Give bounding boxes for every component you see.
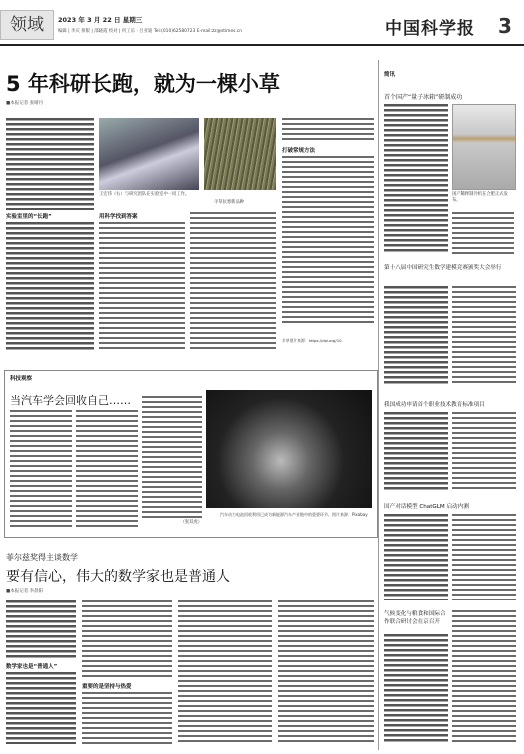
bottom-text-col2a xyxy=(82,600,172,678)
sidebar-item-4-text xyxy=(384,514,448,600)
lead-text-col1b xyxy=(6,222,94,352)
lead-byline: ■本报记者 张晴丹 xyxy=(6,101,44,106)
lead-photo-grass xyxy=(204,118,276,190)
bottom-text-col3 xyxy=(178,600,272,744)
sidebar-item-1-title: 首个国产“量子冰箱”研制成功 xyxy=(384,94,463,101)
header-rule xyxy=(0,44,524,46)
sidebar-item-1-text2 xyxy=(452,212,514,254)
lead-subhead-1: 实验室里的“长跑” xyxy=(6,214,52,220)
bottom-subhead-1: 数学家也是“普通人” xyxy=(6,664,58,670)
sidebar-item-1-text xyxy=(384,104,448,254)
bottom-text-col2b xyxy=(82,692,172,744)
feature-photo-caption: 汽车动力电池回收利用已成为新能源汽车产业链中的重要环节。图片来源：Pixabay xyxy=(220,512,368,517)
lead-text-col1 xyxy=(6,118,94,210)
sidebar-label: 简讯 xyxy=(384,72,396,78)
editor-line: 编辑 | 李庆 排版 | 邵晓霞 校对 | 何工乐 · 吕亚迪 Tel:(010)62580723 E-mail:zz@stimes.cn xyxy=(58,29,243,34)
bottom-text-col1b xyxy=(6,672,76,744)
feature-author: （张双虎） xyxy=(180,520,202,525)
feature-headline: 当汽车学会回收自己…… xyxy=(10,394,131,407)
sidebar-item-3-text xyxy=(384,412,448,492)
bottom-byline: ■本报记者 李晨阳 xyxy=(6,589,44,594)
sidebar-item-1-photo xyxy=(452,104,516,190)
page-number: 3 xyxy=(498,14,512,38)
lead-text-col3 xyxy=(190,212,276,352)
lead-photo-lab xyxy=(99,118,199,190)
sidebar-item-3-title: 我国成功申请首个职业技术教育标准项目 xyxy=(384,402,485,408)
sidebar-item-2-text xyxy=(384,286,448,386)
bottom-kicker: 菲尔兹奖得主谈数学 xyxy=(6,553,78,562)
feature-text-col3 xyxy=(142,396,202,518)
lead-text-col4a xyxy=(282,118,374,143)
lead-subhead-2: 用科学找到答案 xyxy=(99,214,138,220)
sidebar-item-5-title: 气候变化与粮食和国际合作联合研讨会在京召开 xyxy=(384,611,446,625)
bottom-text-col4 xyxy=(278,600,374,744)
issue-date: 2023 年 3 月 22 日 星期三 xyxy=(58,16,143,24)
sidebar-item-4-text2 xyxy=(452,514,516,600)
masthead: 中国科学报 xyxy=(385,19,475,39)
lead-credit: 羊草图片来源：https://doi.org/10. xyxy=(282,338,343,343)
column-divider xyxy=(378,60,379,750)
lead-text-col4b xyxy=(282,156,374,326)
sidebar-item-3-text2 xyxy=(452,412,516,492)
feature-text-col1 xyxy=(10,410,72,528)
sidebar-item-4-title: 国产对话模型 ChatGLM 启动内测 xyxy=(384,504,469,510)
sidebar-item-2-title: 第十八届中国研究生数学建模竞赛颁奖大会举行 xyxy=(384,265,502,271)
bottom-text-col1a xyxy=(6,600,76,658)
bottom-subhead-2: 重要的是坚持与热爱 xyxy=(82,684,132,690)
lead-photo-caption-1: 王宏伟（右）与研究团队在实验室中一同工作。 xyxy=(99,192,190,197)
section-tab: 领域 xyxy=(0,10,54,40)
sidebar-item-5-text2 xyxy=(452,610,516,744)
feature-photo-speedometer xyxy=(206,390,372,508)
lead-headline: 5 年科研长跑，就为一棵小草 xyxy=(6,72,280,96)
sidebar-item-1-caption: 国产稀释制冷机在合肥正式发布。 xyxy=(452,192,508,203)
lead-subhead-3: 打破常规方法 xyxy=(282,148,316,154)
feature-text-col2 xyxy=(76,410,138,528)
bottom-headline: 要有信心，伟大的数学家也是普通人 xyxy=(6,569,230,585)
lead-text-col2 xyxy=(99,222,185,352)
feature-box-label: 科技观察 xyxy=(10,376,33,382)
lead-photo-caption-2: 羊草抗寒新品种 xyxy=(214,200,245,205)
sidebar-item-2-text2 xyxy=(452,286,516,386)
sidebar-item-5-text xyxy=(384,634,448,744)
